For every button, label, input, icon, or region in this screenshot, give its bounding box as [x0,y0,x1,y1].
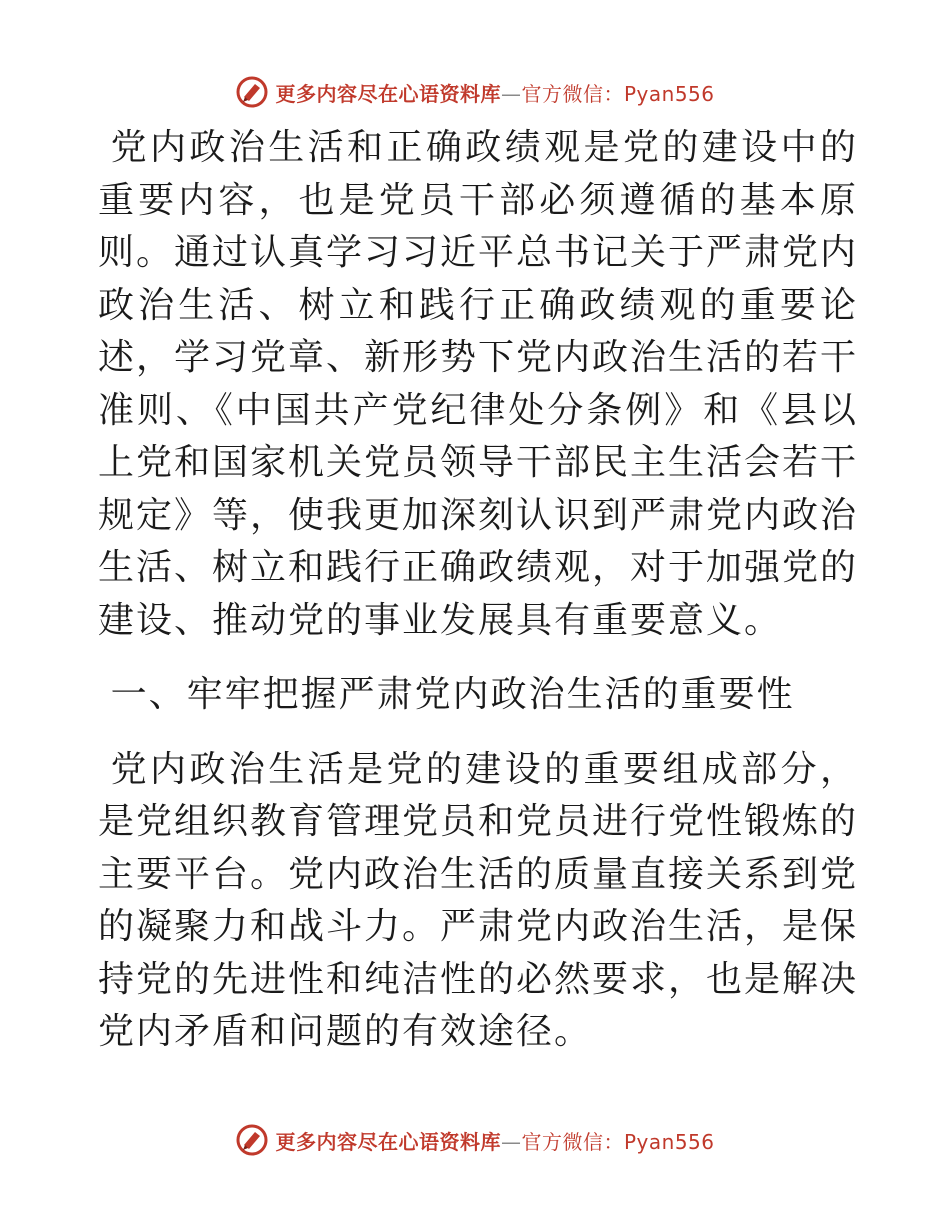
watermark-separator: — [500,81,522,106]
watermark-footer [0,1120,950,1160]
watermark-label: 官方微信： [521,81,624,106]
watermark-header [0,72,950,112]
watermark-slogan: 更多内容尽在心语资料库 [275,1129,501,1154]
watermark-wechat-id: Pyan556 [623,81,715,106]
watermark-wechat-id: Pyan556 [623,1129,715,1154]
brand-logo-icon [235,1123,269,1157]
section-heading-1: 一、牢牢把握严肃党内政治生活的重要性 [110,674,795,715]
brand-logo-icon [235,75,269,109]
watermark-label: 官方微信： [521,1129,624,1154]
watermark-text [275,78,714,107]
paragraph-1: 党内政治生活和正确政绩观是党的建设中的重要内容，也是党员干部必须遵循的基本原则。通过认真学习习近平总书记关于严肃党内政治生活、树立和践行正确政绩观的重要论述，学习党章、新形势下党内政治生活的若干准则、《中国共产党纪律处分条例》和《县以上党和国家机关党员领导干部民主生活会若干规定》等，使我更加深刻认识到严肃党内政治生活、树立和践行正确政绩观，对于加强党的建设、推动党的事业发展具有重要意义。 [98,127,859,641]
document-body [98,122,858,1059]
watermark-separator: — [500,1129,522,1154]
paragraph-2: 党内政治生活是党的建设的重要组成部分，是党组织教育管理党员和党员进行党性锻炼的主要平台。党内政治生活的质量直接关系到党的凝聚力和战斗力。严肃党内政治生活，是保持党的先进性和纯洁性的必然要求，也是解决党内矛盾和问题的有效途径。 [98,748,859,1052]
watermark-text [275,1126,714,1155]
watermark-slogan: 更多内容尽在心语资料库 [275,81,501,106]
